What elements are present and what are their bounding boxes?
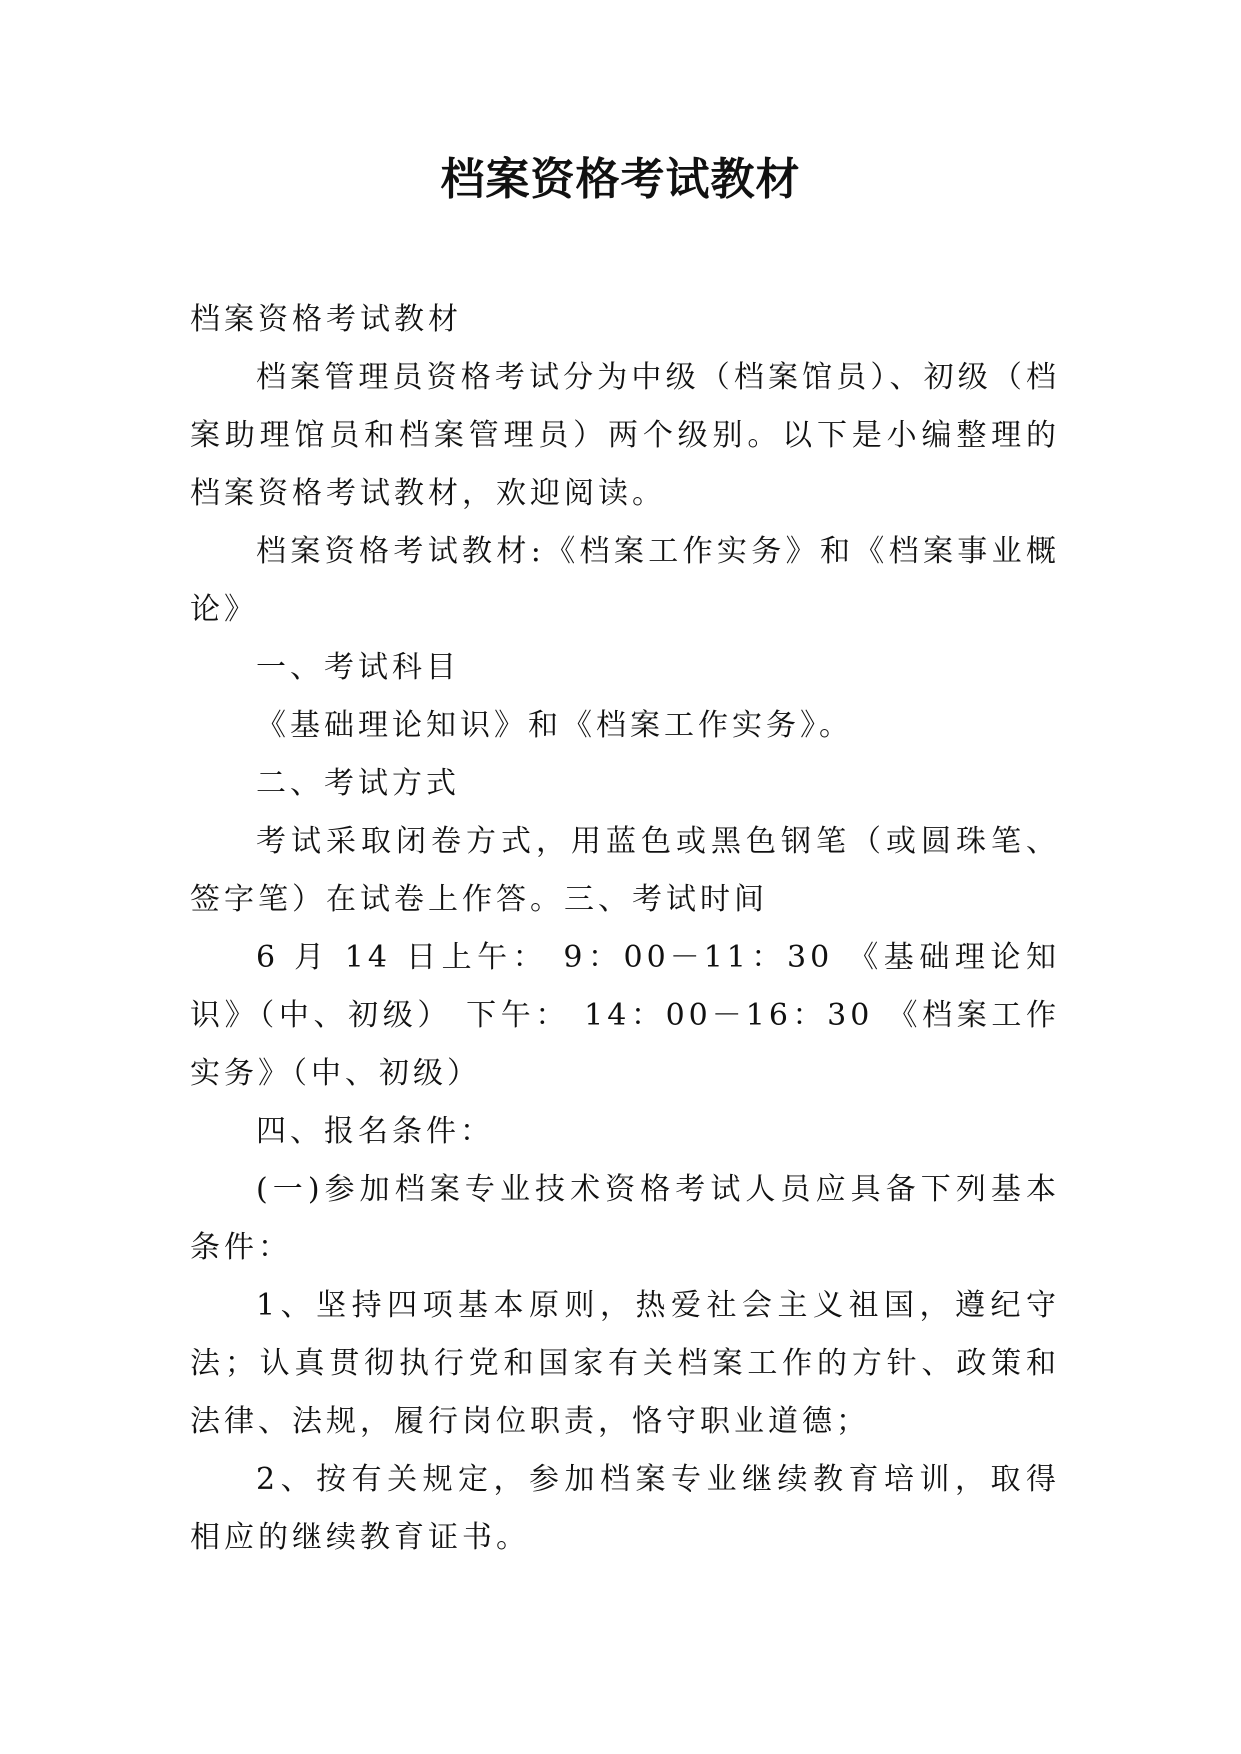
- section-heading-method: 二、考试方式: [256, 766, 460, 801]
- document-title: 档案资格考试教材: [440, 154, 801, 205]
- section-heading-subjects: 一、考试科目: [256, 650, 460, 685]
- paragraph-intro: 档案管理员资格考试分为中级（档案馆员）、初级（档案助理馆员和档案管理员）两个级别。以下是小编整理的档案资格考试教材，欢迎阅读。: [190, 360, 1060, 511]
- paragraph-conditions-intro: (一)参加档案专业技术资格考试人员应具备下列基本条件：: [190, 1172, 1060, 1265]
- paragraph-textbooks: 档案资格考试教材:《档案工作实务》和《档案事业概论》: [190, 534, 1060, 627]
- paragraph-condition-1: 1、坚持四项基本原则，热爱社会主义祖国，遵纪守法；认真贯彻执行党和国家有关档案工作的方针、政策和法律、法规，履行岗位职责，恪守职业道德；: [190, 1288, 1060, 1439]
- paragraph-heading: 档案资格考试教材: [190, 302, 462, 337]
- paragraph-subjects: 《基础理论知识》和《档案工作实务》。: [256, 708, 853, 743]
- section-heading-conditions: 四、报名条件：: [256, 1114, 494, 1149]
- document-body: [190, 291, 1060, 1567]
- paragraph-schedule: 6 月 14 日上午： 9：00－11：30 《基础理论知识》（中、初级） 下午： 14：00－16：30 《档案工作实务》（中、初级）: [190, 940, 1060, 1091]
- paragraph-method: 考试采取闭卷方式，用蓝色或黑色钢笔（或圆珠笔、签字笔）在试卷上作答。三、考试时间: [190, 824, 1060, 917]
- paragraph-condition-2: 2、按有关规定，参加档案专业继续教育培训，取得相应的继续教育证书。: [190, 1462, 1060, 1555]
